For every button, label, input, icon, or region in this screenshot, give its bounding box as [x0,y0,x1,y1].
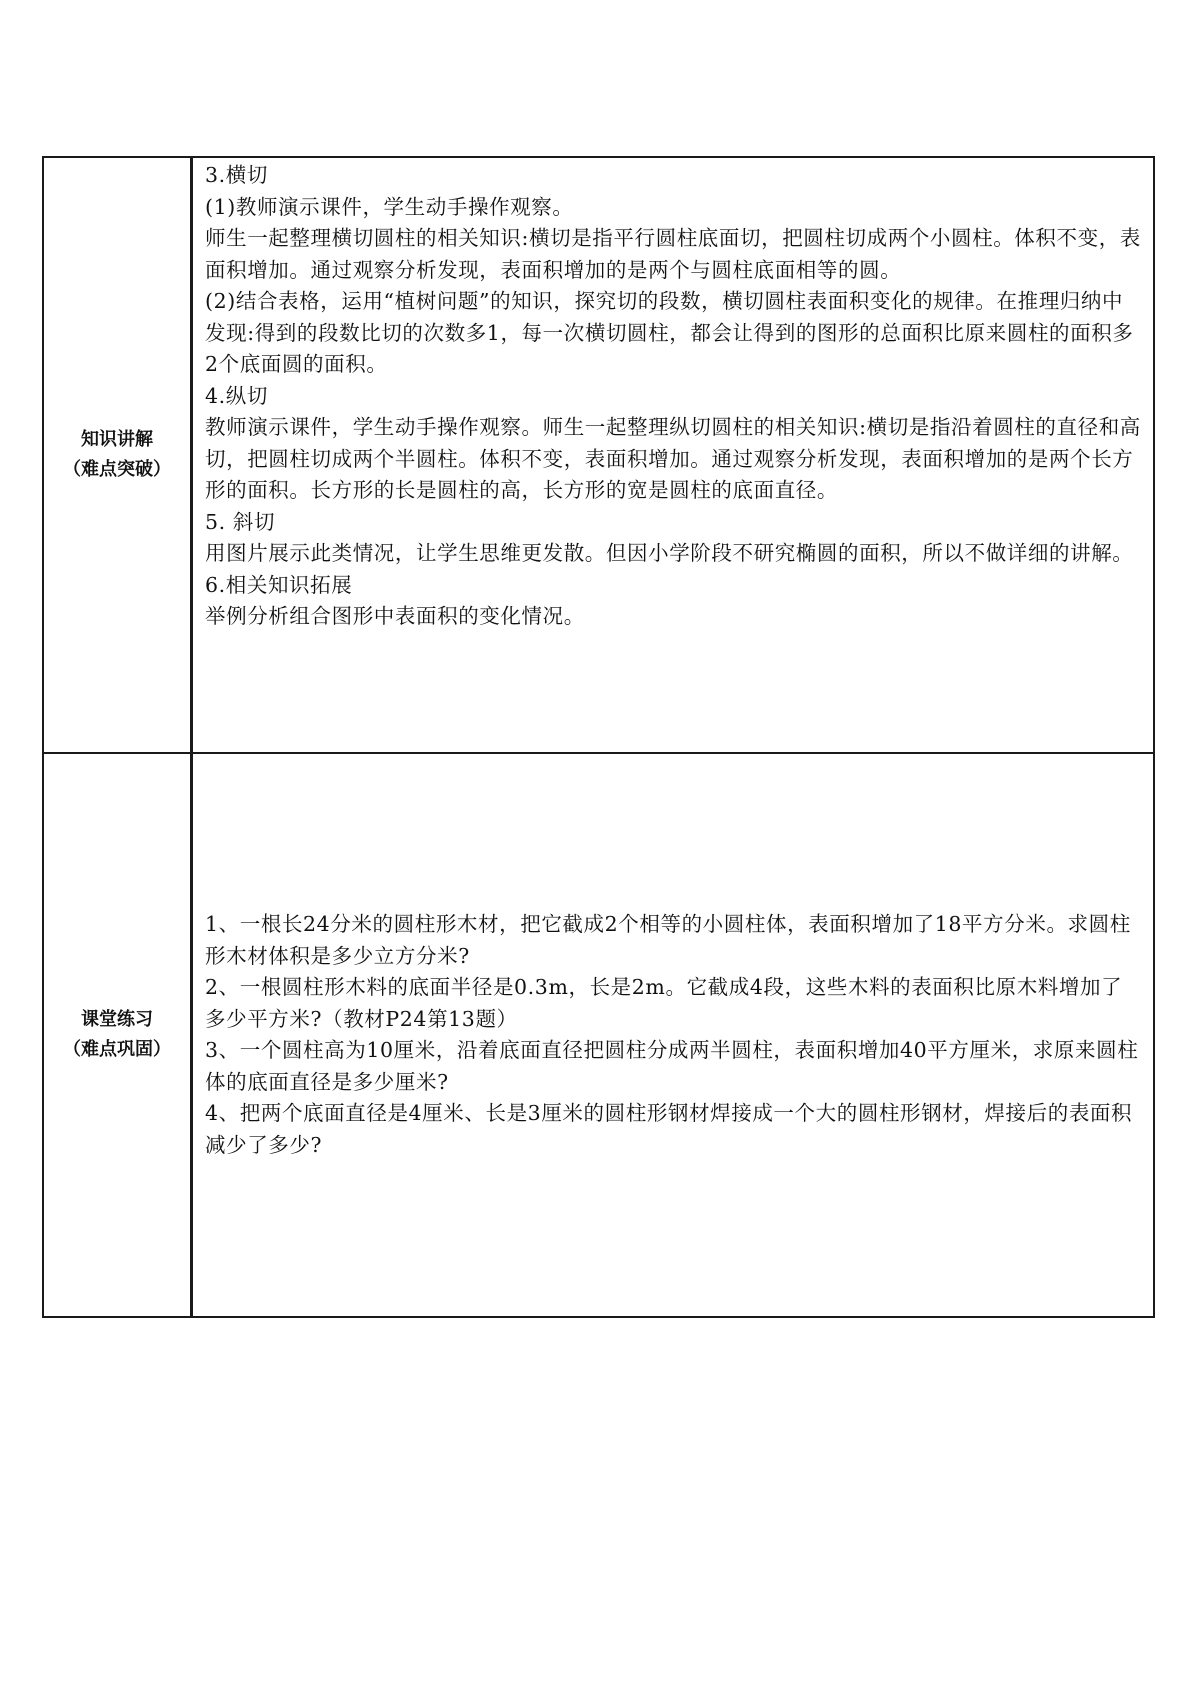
practice-question: 3、一个圆柱高为10厘米，沿着底面直径把圆柱分成两半圆柱，表面积增加40平方厘米，求原来圆柱体的底面直径是多少厘米? [205,1038,1139,1094]
paragraph: 教师演示课件，学生动手操作观察。师生一起整理纵切圆柱的相关知识:横切是指沿着圆柱的直径和高切，把圆柱切成两个半圆柱。体积不变，表面积增加。通过观察分析发现，表面积增加的是两个长方形的面积。长方形的长是圆柱的高，长方形的宽是圆柱的底面直径。 [205,415,1141,502]
row-label-practice [43,753,192,1317]
paragraph: 用图片展示此类情况，让学生思维更发散。但因小学阶段不研究椭圆的面积，所以不做详细的讲解。 [205,541,1134,565]
paragraph: 5. 斜切 [205,509,276,534]
row-label-subtitle: （难点突破） [63,459,171,480]
row-label-title: 课堂练习 [81,1009,153,1030]
row-label-subtitle: （难点巩固） [63,1039,171,1060]
practice-questions [205,909,1143,1161]
paragraph: (2)结合表格，运用“植树问题”的知识，探究切的段数，横切圆柱表面积变化的规律。在推理归纳中发现:得到的段数比切的次数多1，每一次横切圆柱，都会让得到的图形的总面积比原来圆柱的面积多2个底面圆的面积。 [205,289,1134,376]
paragraph: (1)教师演示课件，学生动手操作观察。 [205,194,574,219]
paragraph: 师生一起整理横切圆柱的相关知识:横切是指平行圆柱底面切，把圆柱切成两个小圆柱。体积不变，表面积增加。通过观察分析发现，表面积增加的是两个与圆柱底面相等的圆。 [205,226,1141,282]
table-row-practice [43,753,1154,1317]
paragraph: 6.相关知识拓展 [205,572,353,597]
row-content-practice [192,753,1155,1317]
table-row-knowledge [43,157,1154,753]
row-content-knowledge [192,157,1155,753]
lesson-table [42,156,1155,1318]
row-label-knowledge [43,157,192,753]
paragraph: 4.纵切 [205,383,268,408]
paragraph: 举例分析组合图形中表面积的变化情况。 [205,604,585,628]
paragraph: 3.横切 [205,163,268,187]
practice-question: 1、一根长24分米的圆柱形木材，把它截成2个相等的小圆柱体，表面积增加了18平方分米。求圆柱形木材体积是多少立方分米? [205,912,1131,968]
practice-question: 4、把两个底面直径是4厘米、长是3厘米的圆柱形钢材焊接成一个大的圆柱形钢材，焊接后的表面积减少了多少? [205,1101,1133,1157]
practice-question: 2、一根圆柱形木料的底面半径是0.3m，长是2m。它截成4段，这些木料的表面积比原木料增加了多少平方米?（教材P24第13题） [205,975,1123,1031]
row-label-title: 知识讲解 [81,429,153,450]
